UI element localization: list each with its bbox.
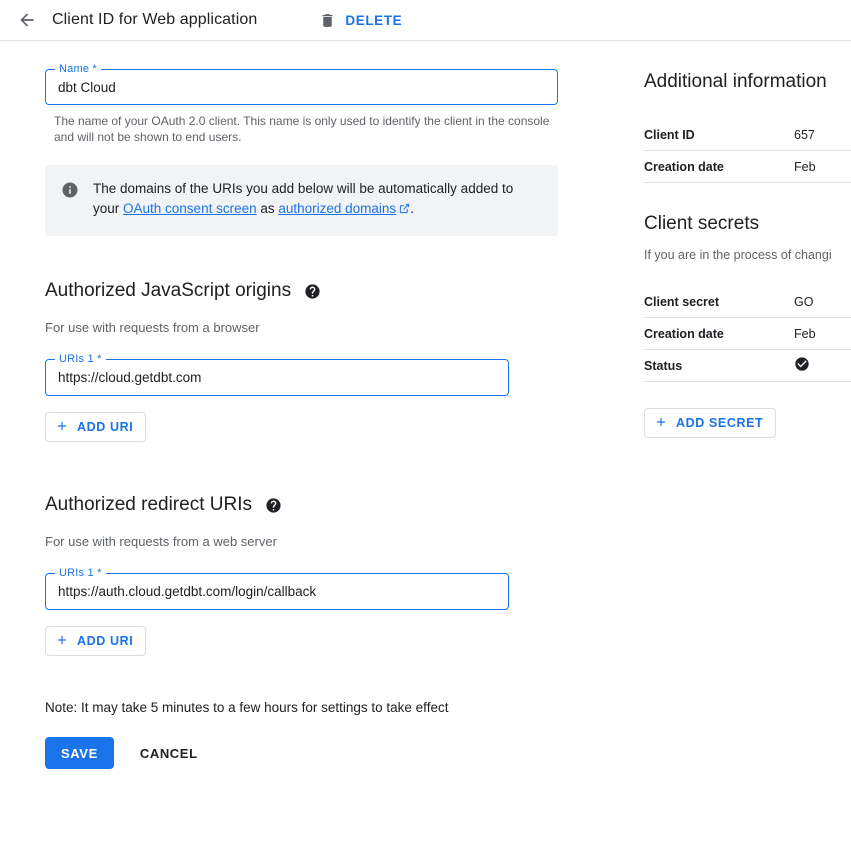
- redirect-uris-add-uri-label: ADD URI: [77, 634, 134, 648]
- client-secret-value: GO: [794, 294, 814, 309]
- status-badge: [794, 356, 810, 375]
- redirect-uris-heading: Authorized redirect URIs: [45, 494, 252, 515]
- redirect-uri-1-field[interactable]: [45, 567, 509, 610]
- plus-icon: [654, 415, 668, 432]
- redirect-uris-subtext: For use with requests from a web server: [45, 534, 277, 549]
- check-circle-icon: [794, 356, 810, 375]
- additional-information-table: [644, 119, 851, 183]
- status-key: Status: [644, 358, 683, 373]
- oauth-consent-screen-link[interactable]: OAuth consent screen: [123, 201, 257, 216]
- redirect-uris-add-uri-button[interactable]: [45, 626, 146, 656]
- info-icon: [61, 181, 79, 220]
- add-secret-label: ADD SECRET: [676, 416, 764, 430]
- client-id-key: Client ID: [644, 127, 695, 142]
- redirect-uri-1-wrapper: [45, 567, 509, 610]
- arrow-back-icon[interactable]: [14, 7, 40, 33]
- name-field-helper: The name of your OAuth 2.0 client. This name is only used to identify the client in the console and will not be shown to end users.: [54, 114, 550, 144]
- app-header: [0, 0, 851, 41]
- name-field-wrapper: [45, 63, 558, 145]
- table-row: [644, 151, 851, 183]
- cancel-button[interactable]: CANCEL: [132, 746, 206, 761]
- js-origins-uri-1-field[interactable]: [45, 353, 509, 396]
- client-id-value: 657: [794, 127, 815, 142]
- js-origins-add-uri-label: ADD URI: [77, 420, 134, 434]
- additional-information-title: Additional information: [644, 71, 827, 92]
- js-origins-uri-1-input[interactable]: [56, 369, 498, 386]
- client-secret-key: Client secret: [644, 294, 720, 309]
- side-panel: [644, 41, 851, 438]
- redirect-uri-1-legend: URIs 1 *: [55, 567, 106, 579]
- info-text-end: .: [410, 201, 414, 216]
- name-field-legend: Name *: [55, 63, 101, 75]
- table-row: [644, 286, 851, 318]
- js-origins-uri-1-wrapper: [45, 353, 509, 396]
- help-icon[interactable]: [304, 283, 321, 300]
- plus-icon: [55, 419, 69, 436]
- help-icon[interactable]: [265, 497, 282, 514]
- js-origins-heading: Authorized JavaScript origins: [45, 280, 292, 301]
- client-secrets-table: [644, 286, 851, 382]
- table-row: [644, 350, 851, 382]
- info-text-start: The domains of the URIs you add below will be automatically added to your: [93, 181, 514, 216]
- add-secret-button[interactable]: [644, 408, 776, 438]
- delete-button[interactable]: [319, 12, 402, 29]
- plus-icon: [55, 633, 69, 650]
- js-origins-uri-1-legend: URIs 1 *: [55, 353, 106, 365]
- redirect-uri-1-input[interactable]: [56, 583, 498, 600]
- secret-creation-date-key: Creation date: [644, 326, 724, 341]
- client-secrets-subtext: If you are in the process of changi: [644, 248, 832, 262]
- settings-delay-note: Note: It may take 5 minutes to a few hours for settings to take effect: [45, 700, 449, 715]
- js-origins-subtext: For use with requests from a browser: [45, 320, 260, 335]
- page-title: Client ID for Web application: [52, 11, 258, 28]
- secret-creation-date-value: Feb: [794, 326, 816, 341]
- delete-button-label: DELETE: [345, 12, 403, 28]
- info-text-mid: as: [256, 201, 279, 216]
- table-row: [644, 318, 851, 350]
- form-actions: [45, 737, 600, 769]
- trash-icon: [319, 12, 336, 29]
- domains-info-text: [93, 179, 542, 220]
- creation-date-key: Creation date: [644, 159, 724, 174]
- main-form: [0, 41, 600, 769]
- table-row: [644, 119, 851, 151]
- js-origins-heading-row: [45, 280, 600, 302]
- name-field[interactable]: [45, 63, 558, 105]
- domains-info-box: [45, 165, 558, 236]
- client-secrets-title: Client secrets: [644, 213, 760, 234]
- save-button[interactable]: SAVE: [45, 737, 114, 769]
- name-input[interactable]: [56, 79, 547, 96]
- redirect-uris-heading-row: [45, 494, 600, 516]
- external-link-icon: [399, 200, 410, 220]
- js-origins-add-uri-button[interactable]: [45, 412, 146, 442]
- creation-date-value: Feb: [794, 159, 816, 174]
- authorized-domains-link[interactable]: authorized domains: [278, 201, 397, 216]
